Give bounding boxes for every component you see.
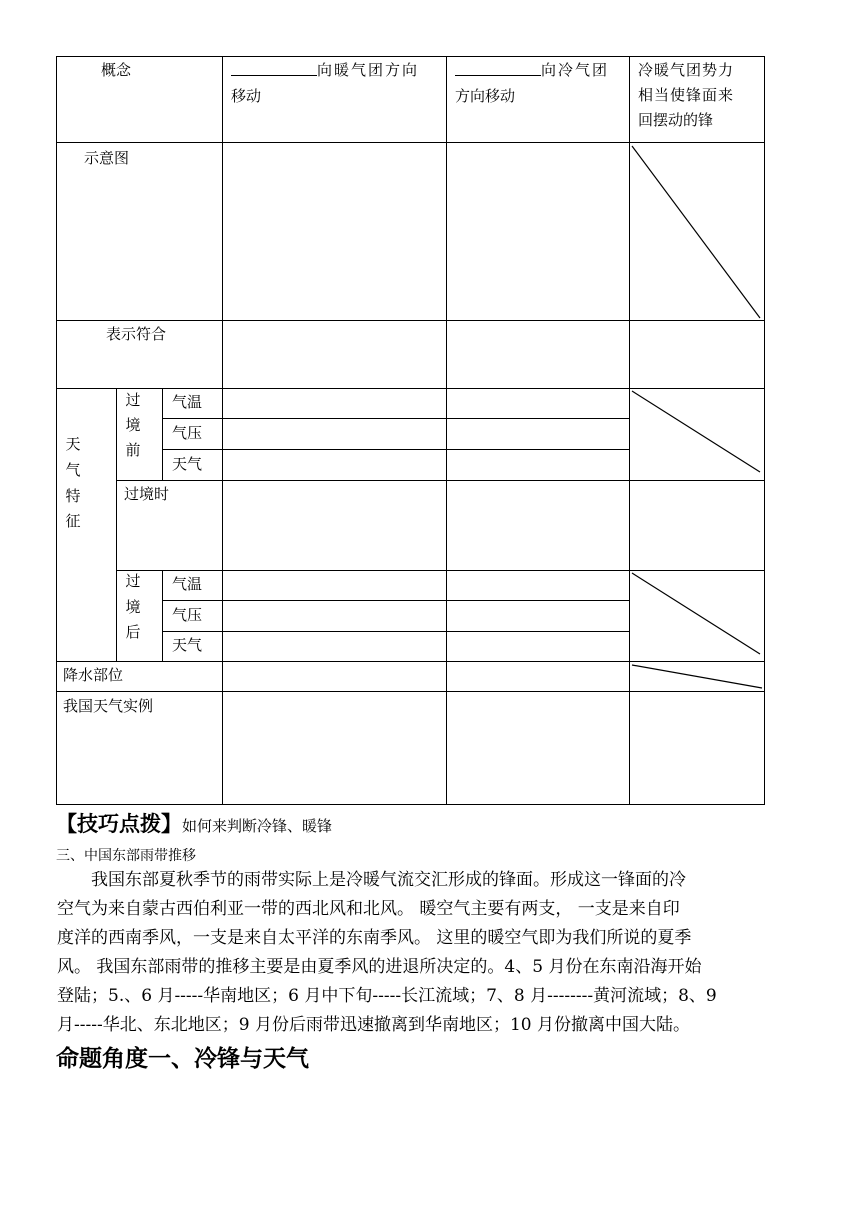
after-temp: 气温: [172, 575, 203, 593]
stationary-front-line-2: 相当使锋面来: [638, 86, 735, 104]
paragraph-line-6: 月-----华北、东北地区；9 月份后雨带迅速撤离到华南地区；10 月份撤离中国大陆。: [57, 1015, 690, 1035]
weather-label-1: 天: [65, 435, 81, 453]
stationary-front-line-3: 回摆动的锋: [638, 111, 714, 129]
diagonal-after: [632, 573, 760, 654]
after-weather: 天气: [172, 636, 203, 654]
fill-blank-cold[interactable]: [231, 58, 317, 76]
diagonal-precip: [632, 665, 762, 688]
before-label-2: 境: [125, 416, 141, 434]
fill-blank-warm[interactable]: [455, 58, 541, 76]
before-temp: 气温: [172, 393, 203, 411]
paragraph-line-4: 风。 我国东部雨带的推移主要是由夏季风的进退所决定的。4、5 月份在东南沿海开始: [57, 957, 702, 977]
warm-front-text-2: 方向移动: [455, 87, 516, 105]
concept-header: 概念: [101, 61, 132, 79]
section3-title: 三、中国东部雨带推移: [56, 848, 196, 864]
paragraph-line-5: 登陆；5.、6 月-----华南地区；6 月中下旬-----长江流域；7、8 月--------黄河流域；8、9: [57, 986, 717, 1006]
weather-label-3: 特: [65, 487, 81, 505]
tip-text: 如何来判断冷锋、暖锋: [182, 817, 333, 835]
precip-header: 降水部位: [63, 666, 124, 684]
diagonal-before: [632, 391, 760, 472]
cold-front-concept: [231, 58, 419, 82]
paragraph-line-1: 我国东部夏秋季节的雨带实际上是冷暖气流交汇形成的锋面。形成这一锋面的冷: [57, 870, 686, 890]
warm-front-text-1: 向冷气团: [541, 61, 610, 79]
before-label-1: 过: [125, 391, 141, 409]
after-label-3: 后: [125, 623, 141, 641]
example-header: 我国天气实例: [63, 697, 154, 715]
before-weather: 天气: [172, 455, 203, 473]
during-label: 过境时: [124, 485, 170, 503]
after-label-2: 境: [125, 598, 141, 616]
tip-line: [56, 808, 332, 838]
cold-front-text-1: 向暖气团方向: [317, 61, 420, 79]
after-label-1: 过: [125, 572, 141, 590]
paragraph-line-3: 度洋的西南季风，一支是来自太平洋的东南季风。 这里的暖空气即为我们所说的夏季: [57, 928, 692, 948]
warm-front-concept: [455, 58, 609, 82]
symbol-header: 表示符合: [106, 325, 167, 343]
before-pressure: 气压: [172, 424, 203, 442]
weather-label-2: 气: [65, 461, 81, 479]
paragraph-line-2: 空气为来自蒙古西伯利亚一带的西北风和北风。 暖空气主要有两支， 一支是来自印: [57, 899, 680, 919]
tip-title: 【技巧点拨】: [56, 812, 182, 836]
stationary-front-line-1: 冷暖气团势力: [638, 61, 735, 79]
cold-front-text-2: 移动: [231, 87, 262, 105]
diagram-header: 示意图: [84, 149, 130, 167]
diagonal-diagram: [632, 146, 760, 318]
angle-heading: 命题角度一、冷锋与天气: [56, 1046, 309, 1072]
section3-paragraph: [57, 866, 807, 1040]
before-label-3: 前: [125, 441, 141, 459]
after-pressure: 气压: [172, 606, 203, 624]
weather-label-4: 征: [65, 512, 81, 530]
